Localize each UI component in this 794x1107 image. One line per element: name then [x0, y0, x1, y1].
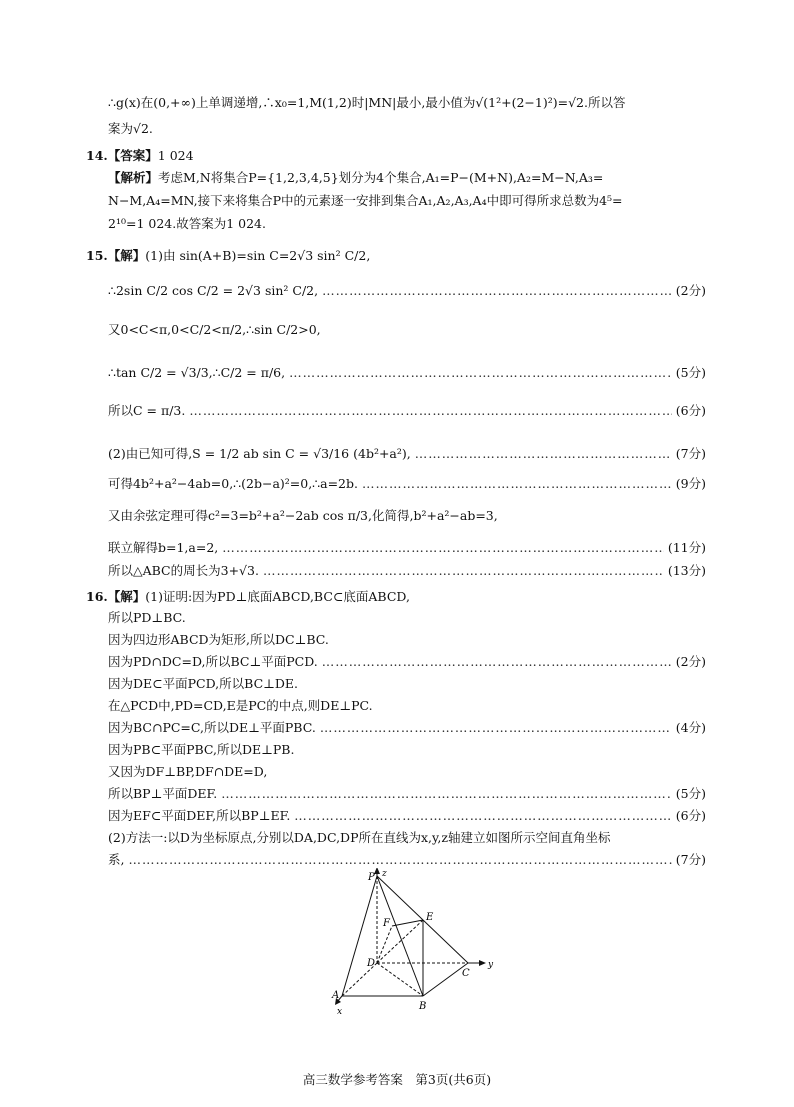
score: (6分) — [675, 808, 706, 823]
leader-dots — [322, 283, 672, 299]
label-A: A — [332, 990, 340, 1001]
q16-row-j — [108, 786, 706, 802]
y-arrow-icon — [479, 960, 486, 966]
pyramid-figure — [320, 868, 500, 1018]
q16-line-e: 因为DE⊂平面PCD,所以BC⊥DE. — [108, 676, 299, 691]
q15-num: 15. — [86, 248, 108, 263]
leader-dots — [322, 654, 672, 670]
leader-dots — [221, 786, 672, 802]
q15-tag: 【解】 — [107, 248, 146, 263]
leader-dots — [263, 563, 664, 579]
score: (7分) — [675, 446, 706, 461]
edge-PB — [377, 876, 423, 996]
q16-row-g — [108, 720, 706, 736]
score: (13分) — [667, 563, 706, 578]
label-C: C — [462, 968, 470, 979]
seg-FE — [392, 920, 423, 926]
label-B: B — [419, 1001, 427, 1012]
q14-answer: 1 024 — [157, 148, 194, 163]
q15-row-b — [108, 283, 706, 299]
q15-line-i: 联立解得b=1,a=2, — [108, 540, 219, 555]
score: (5分) — [675, 786, 706, 801]
q16-line-k: 因为EF⊂平面DEF,所以BP⊥EF. — [108, 808, 291, 823]
leader-dots — [289, 365, 672, 381]
q16-line-i: 又因为DF⊥BP,DF∩DE=D, — [108, 764, 268, 779]
q15-row-e — [108, 403, 706, 419]
q16-number — [86, 587, 410, 605]
q16-line-g: 因为BC∩PC=C,所以DE⊥平面PBC. — [108, 720, 316, 735]
leader-dots — [128, 852, 671, 868]
label-D: D — [367, 958, 376, 969]
q16-row-d — [108, 654, 706, 670]
edge-PA — [342, 876, 377, 996]
q14-analysis-tag: 【解析】 — [108, 170, 159, 185]
q14-analysis-c: 2¹⁰=1 024.故答案为1 024. — [108, 216, 266, 231]
score: (4分) — [675, 720, 706, 735]
q14-num: 14. — [86, 148, 108, 163]
label-x: x — [337, 1007, 343, 1017]
q16-line-j: 所以BP⊥平面DEF. — [108, 786, 218, 801]
label-E: E — [426, 912, 434, 923]
q15-line-f: (2)由已知可得,S = 1/2 ab sin C = √3/16 (4b²+a²), — [108, 446, 411, 461]
q16-row-k — [108, 808, 706, 824]
page-footer: 高三数学参考答案 第3页(共6页) — [302, 1072, 492, 1087]
q16-line-h: 因为PB⊂平面PBC,所以DE⊥PB. — [108, 742, 295, 757]
line-answer-sqrt2: 案为√2. — [108, 121, 153, 136]
q15-line-d: ∴tan C/2 = √3/3,∴C/2 = π/6, — [108, 365, 286, 380]
q16-line-l: (2)方法一:以D为坐标原点,分别以DA,DC,DP所在直线为x,y,z轴建立如图所示空间直角坐标 — [108, 830, 611, 845]
line-g-increasing: ∴g(x)在(0,+∞)上单调递增,∴x₀=1,M(1,2)时|MN|最小,最小值为√(1²+(2−1)²)=√2.所以答 — [108, 95, 626, 110]
q15-row-g — [108, 476, 706, 492]
leader-dots — [222, 540, 664, 556]
q15-line-c: 又0<C<π,0<C/2<π/2,∴sin C/2>0, — [108, 322, 321, 337]
z-arrow-icon — [374, 868, 380, 874]
q15-line-a: (1)由 sin(A+B)=sin C=2√3 sin² C/2, — [145, 248, 371, 263]
q14-analysis-a — [108, 170, 603, 186]
label-P: P — [368, 872, 375, 883]
q15-line-g: 可得4b²+a²−4ab=0,∴(2b−a)²=0,∴a=2b. — [108, 476, 358, 491]
q16-line-f: 在△PCD中,PD=CD,E是PC的中点,则DE⊥PC. — [108, 698, 373, 713]
q16-row-m — [108, 852, 706, 868]
q16-tag: 【解】 — [107, 589, 146, 604]
score: (9分) — [675, 476, 706, 491]
q15-number — [86, 246, 370, 264]
label-z: z — [382, 869, 387, 879]
q15-line-j: 所以△ABC的周长为3+√3. — [108, 563, 259, 578]
score: (2分) — [675, 654, 706, 669]
q15-line-h: 又由余弦定理可得c²=3=b²+a²−2ab cos π/3,化简得,b²+a²−ab=3, — [108, 508, 498, 523]
label-y: y — [488, 960, 494, 970]
q16-line-b: 所以PD⊥BC. — [108, 610, 186, 625]
score: (6分) — [675, 403, 706, 418]
seg-DF — [377, 926, 392, 963]
q14-number — [86, 146, 194, 164]
q16-num: 16. — [86, 589, 108, 604]
score: (5分) — [675, 365, 706, 380]
leader-dots — [189, 403, 671, 419]
score: (11分) — [667, 540, 706, 555]
score: (7分) — [675, 852, 706, 867]
score: (2分) — [675, 283, 706, 298]
q15-row-d — [108, 365, 706, 381]
q15-row-f — [108, 446, 706, 462]
q16-line-c: 因为四边形ABCD为矩形,所以DC⊥BC. — [108, 632, 329, 647]
q15-line-e: 所以C = π/3. — [108, 403, 186, 418]
q14-answer-tag: 【答案】 — [107, 148, 158, 163]
label-F: F — [383, 918, 390, 929]
leader-dots — [415, 446, 672, 462]
q15-line-b: ∴2sin C/2 cos C/2 = 2√3 sin² C/2, — [108, 283, 319, 298]
q16-line-a: (1)证明:因为PD⊥底面ABCD,BC⊂底面ABCD, — [145, 589, 410, 604]
q16-line-m: 系, — [108, 852, 125, 867]
seg-DB — [377, 963, 423, 996]
q16-line-d: 因为PD∩DC=D,所以BC⊥平面PCD. — [108, 654, 318, 669]
q15-row-i — [108, 540, 706, 556]
leader-dots — [320, 720, 672, 736]
leader-dots — [294, 808, 671, 824]
q14-analysis-b: N−M,A₄=MN,接下来将集合P中的元素逐一安排到集合A₁,A₂,A₃,A₄中即可得所求总数为4⁵= — [108, 193, 623, 208]
q14-analysis-a-text: 考虑M,N将集合P={1,2,3,4,5}划分为4个集合,A₁=P−(M+N),A₂=M−N,A₃= — [158, 170, 604, 185]
leader-dots — [362, 476, 672, 492]
q15-row-j — [108, 563, 706, 579]
